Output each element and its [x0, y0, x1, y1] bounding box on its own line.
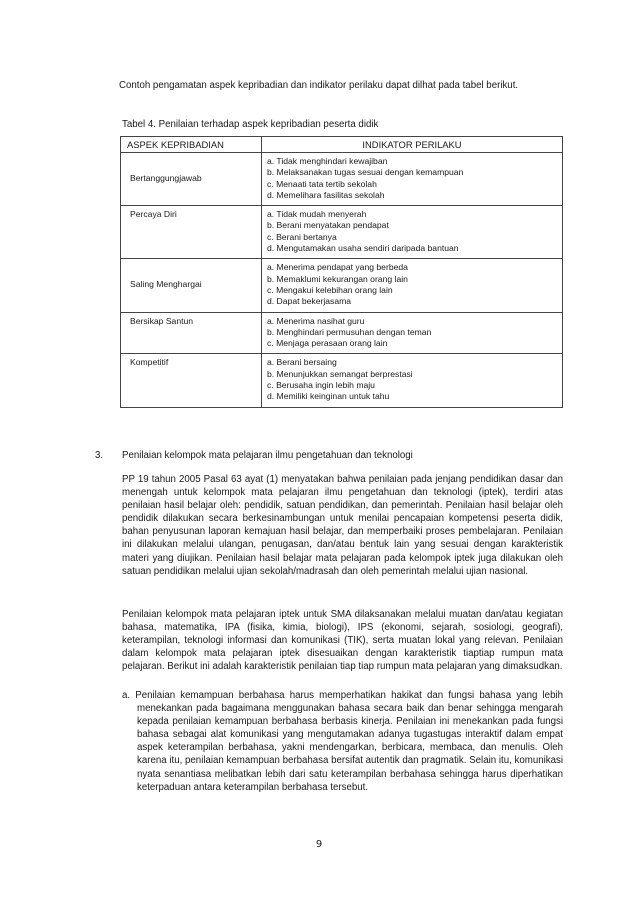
section-number: 3.	[95, 450, 104, 461]
indicator-item: c. Mengakui kelebihan orang lain	[267, 284, 393, 295]
aspect-cell: Saling Menghargai	[121, 259, 262, 312]
indicator-item: a. Berani bersaing	[267, 357, 337, 368]
header-indicator: INDIKATOR PERILAKU	[262, 137, 563, 153]
aspect-cell: Bertanggungjawab	[121, 153, 262, 206]
indicator-item: d. Memelihara fasilitas sekolah	[267, 189, 385, 200]
intro-paragraph: Contoh pengamatan aspek kepribadian dan indikator perilaku dapat dilhat pada tabel berikut.	[119, 80, 519, 91]
table-row	[121, 153, 563, 206]
table-header-row	[121, 137, 563, 153]
indicator-cell	[262, 312, 563, 354]
indicator-cell	[262, 354, 563, 407]
indicator-item: b. Memaklumi kekurangan orang lain	[267, 273, 408, 284]
indicator-cell	[262, 153, 563, 206]
page-number: 9	[315, 839, 323, 850]
section-paragraph-1: PP 19 tahun 2005 Pasal 63 ayat (1) menyatakan bahwa penilaian pada jenjang pendidikan dasar dan menengah untuk kelompok mata pelajaran ilmu pengetahuan dan teknologi (iptek), terdiri atas penilaian hasil belajar oleh: pendidik, satuan pendidikan, dan pemerintah. Penilaian hasil belajar oleh pendidik dilakukan secara berkesinambungan untuk menilai pencapaian kompetensi peserta didik, bahan penyusunan laporan kemajuan hasil belajar, dan memperbaiki proses pembelajaran. Penilaian ini dilakukan melalui ulangan, penugasan, dan/atau bentuk lain yang sesuai dengan karakteristik materi yang diujikan. Penilaian hasil belajar mata pelajaran pada kelompok iptek juga dilakukan oleh satuan pendidikan melalui ujian sekolah/madrasah dan oleh pemerintah melalui ujian nasional.	[122, 474, 563, 577]
indicator-item: a. Menerima pendapat yang berbeda	[267, 262, 408, 273]
indicator-item: c. Berani bertanya	[267, 231, 337, 242]
section-title: Penilaian kelompok mata pelajaran ilmu pengetahuan dan teknologi	[122, 450, 413, 461]
table-row	[121, 206, 563, 259]
indicator-item: d. Mengutamakan usaha sendiri daripada bantuan	[267, 243, 459, 254]
indicator-cell	[262, 259, 563, 312]
personality-aspect-table	[120, 136, 563, 408]
header-aspect: ASPEK KEPRIBADIAN	[121, 137, 262, 153]
table-caption: Tabel 4. Penilaian terhadap aspek kepribadian peserta didik	[122, 119, 379, 130]
aspect-cell: Percaya Diri	[121, 206, 262, 259]
indicator-item: a. Tidak mudah menyerah	[267, 209, 367, 220]
indicator-item: b. Melaksanakan tugas sesuai dengan kemampuan	[267, 167, 464, 178]
indicator-item: c. Menjaga perasaan orang lain	[267, 338, 388, 349]
indicator-item: c. Berusaha ingin lebih maju	[267, 380, 375, 391]
list-item-a: a. Penilaian kemampuan berbahasa harus memperhatikan hakikat dan fungsi bahasa yang lebih menekankan pada bagaimana menggunakan bahasa secara baik dan benar sehingga mengarah kepada penilaian kemampuan berbahasa berbasis kinerja. Penilaian ini menekankan pada fungsi bahasa sebagai alat komunikasi yang mengutamakan adanya tugastugas interaktif dalam empat aspek keterampilan berbahasa, yakni mendengarkan, berbicara, membaca, dan menulis. Oleh karena itu, penilaian kemampuan berbahasa bersifat autentik dan pragmatik. Selain itu, komunikasi nyata senantiasa melibatkan lebih dari satu keterampilan berbahasa sehingga harus diperhatikan keterpaduan antara keterampilan berbahasa tersebut.	[122, 690, 563, 793]
indicator-item: b. Berani menyatakan pendapat	[267, 220, 389, 231]
indicator-item: d. Dapat bekerjasama	[267, 296, 352, 307]
table-row	[121, 312, 563, 354]
indicator-cell	[262, 206, 563, 259]
table-row	[121, 259, 563, 312]
section-paragraph-2: Penilaian kelompok mata pelajaran iptek untuk SMA dilaksanakan melalui muatan dan/atau kegiatan bahasa, matematika, IPA (fisika, kimia, biologi), IPS (ekonomi, sejarah, sosiologi, geografi), keterampilan, teknologi informasi dan komunikasi (TIK), serta muatan lokal yang relevan. Penilaian dalam kelompok mata pelajaran iptek disesuaikan dengan karakteristik tiaptiap rumpun mata pelajaran. Berikut ini adalah karakteristik penilaian tiap tiap rumpun mata pelajaran yang dimaksudkan.	[122, 609, 563, 673]
indicator-item: a. Menerima nasihat guru	[267, 315, 365, 326]
table-row	[121, 354, 563, 407]
indicator-item: b. Menghindari permusuhan dengan teman	[267, 326, 432, 337]
aspect-cell: Kompetitif	[121, 354, 262, 407]
indicator-item: c. Menaati tata tertib sekolah	[267, 178, 377, 189]
aspect-cell: Bersikap Santun	[121, 312, 262, 354]
indicator-item: a. Tidak menghindari kewajiban	[267, 156, 388, 166]
indicator-item: b. Menunjukkan semangat berprestasi	[267, 368, 413, 379]
indicator-item: d. Memiliki keinginan untuk tahu	[267, 391, 390, 402]
